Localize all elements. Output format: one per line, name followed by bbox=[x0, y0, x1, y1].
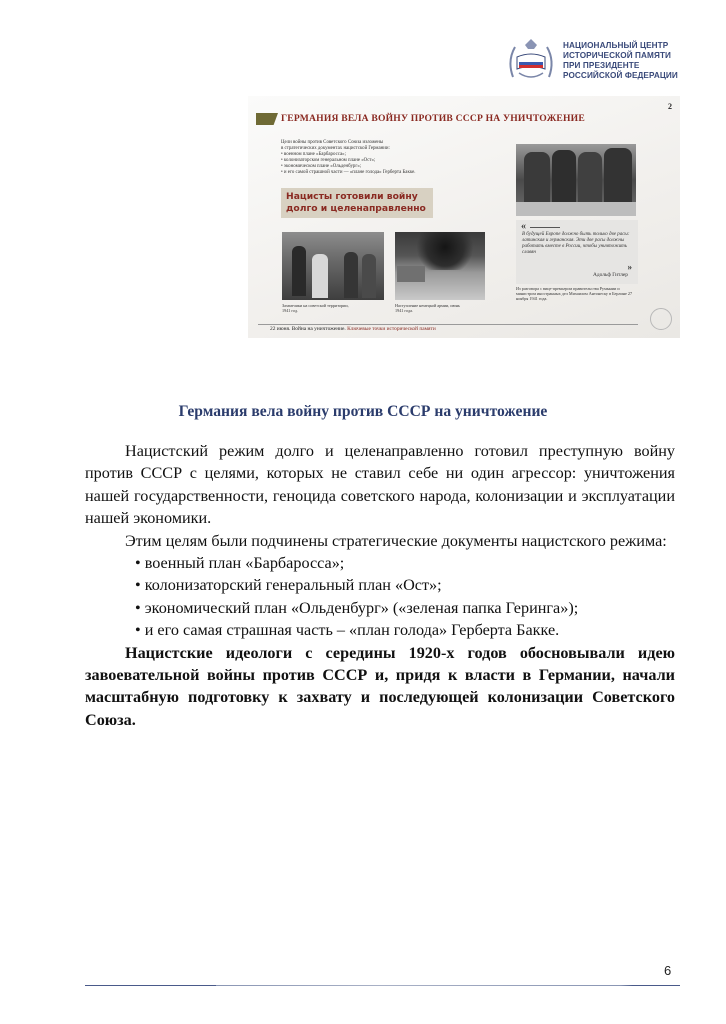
photo-offensive bbox=[395, 232, 485, 300]
document-heading: Германия вела войну против СССР на уничтожение bbox=[178, 403, 548, 420]
photo-caption: Наступление немецкой армии, июнь 1941 года. bbox=[395, 303, 460, 314]
bullet-item: • и его самая страшная часть – «план голода» Герберта Бакке. bbox=[135, 621, 560, 640]
photo-caption: Захватчики на советской территории, 1941 год. bbox=[282, 303, 349, 314]
goal-item: • колонизаторском генеральном плане «Ост»; bbox=[281, 158, 376, 163]
emblem-icon bbox=[505, 37, 557, 85]
slide-goals bbox=[281, 140, 491, 176]
logo-text bbox=[563, 41, 678, 81]
slide-footer-accent: Ключевые точки исторической памяти bbox=[347, 326, 436, 332]
goals-intro: Цели войны против Советского Союза изложены bbox=[281, 140, 384, 145]
logo-line: РОССИЙСКОЙ ФЕДЕРАЦИИ bbox=[563, 71, 678, 80]
bullet-list bbox=[85, 552, 675, 642]
page-number: 6 bbox=[664, 963, 672, 978]
goal-item: • военном плане «Барбаросса»; bbox=[281, 152, 346, 157]
slide-callout: Нацисты готовили войну долго и целенаправленно bbox=[281, 188, 433, 218]
quote-text: В будущей Европе должно быть только две расы: латинская и германская. Эти две расы должны работать вместе в России, чтобы уничтожить славян bbox=[522, 232, 630, 255]
slide-footer bbox=[270, 326, 436, 332]
document-body bbox=[85, 440, 675, 731]
quote-close-icon: » bbox=[627, 262, 632, 272]
bullet-item: • колонизаторский генеральный план «Ост»; bbox=[135, 576, 442, 595]
logo-line: ИСТОРИЧЕСКОЙ ПАМЯТИ bbox=[563, 51, 672, 60]
slide-number: 2 bbox=[668, 102, 672, 111]
goal-item: • экономическом плане «Ольденбург»; bbox=[281, 164, 362, 169]
slide-divider bbox=[258, 324, 638, 325]
quote-source: Из разговора с вице-премьером правительства Румынии и министром иностранных дел Михаилом Антонеску в Берлине 27 ноября 1941 года. bbox=[516, 286, 633, 301]
goals-intro: в стратегических документах нацистской Германии: bbox=[281, 146, 390, 151]
quote-author: Адольф Гитлер bbox=[592, 272, 628, 278]
quote-divider bbox=[530, 227, 560, 228]
footer-divider bbox=[85, 985, 680, 986]
photo-officers-map bbox=[516, 144, 636, 216]
bullet-item: • военный план «Барбаросса»; bbox=[135, 554, 345, 573]
bullet-item: • экономический план «Ольденбург» («зеленая папка Геринга»); bbox=[135, 598, 579, 617]
quote-open-icon: « bbox=[521, 221, 526, 232]
paragraph: Этим целям были подчинены стратегические документы нацистского режима: bbox=[125, 531, 667, 550]
slide-title: ГЕРМАНИЯ ВЕЛА ВОЙНУ ПРОТИВ СССР НА УНИЧТОЖЕНИЕ bbox=[281, 113, 585, 124]
organization-logo bbox=[505, 37, 685, 85]
bold-paragraph: Нацистские идеологи с середины 1920-х годов обосновывали идею завоевательной войны против СССР и, придя к власти в Германии, начали масштабную подготовку к захвату и последующей колонизации Советского Союза. bbox=[85, 643, 675, 729]
logo-line: НАЦИОНАЛЬНЫЙ ЦЕНТР bbox=[563, 41, 669, 50]
slide-emblem-icon bbox=[650, 308, 672, 330]
logo-line: ПРИ ПРЕЗИДЕНТЕ bbox=[563, 61, 640, 70]
paragraph: Нацистский режим долго и целенаправленно готовил преступную войну против СССР с целями, которых не ставил себе ни один агрессор: уничтожения нашей государственности, геноцида советского народа, колонизации и эксплуатации нашей экономики. bbox=[85, 442, 675, 528]
goal-item: • и его самой страшной части — «плане голода» Герберта Бакке. bbox=[281, 170, 416, 175]
embedded-slide bbox=[248, 96, 680, 338]
slide-footer-main: 22 июня. Война на уничтожение. bbox=[270, 326, 346, 332]
photo-occupiers bbox=[282, 232, 384, 300]
quote-box bbox=[516, 220, 638, 284]
